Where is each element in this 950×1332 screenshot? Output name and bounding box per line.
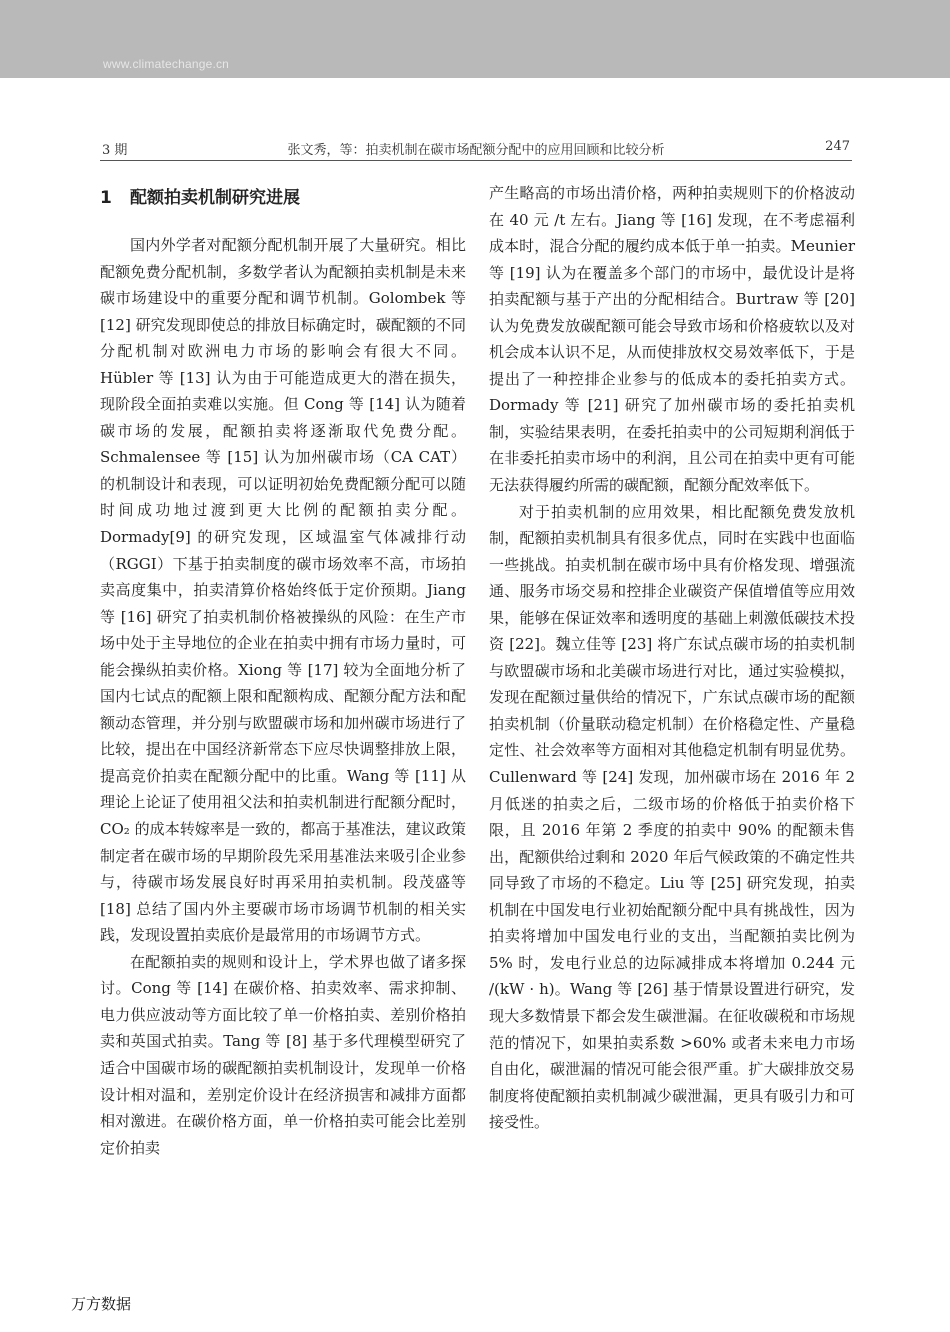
site-url: www.climatechange.cn xyxy=(103,57,230,71)
left-column xyxy=(100,180,466,1161)
running-header xyxy=(100,136,852,161)
right-column xyxy=(489,180,855,1136)
section-number: 1 xyxy=(100,188,112,208)
footer-brand: 万方数据 xyxy=(71,1295,132,1313)
section-heading xyxy=(100,180,466,216)
paragraph: 对于拍卖机制的应用效果，相比配额免费发放机制，配额拍卖机制具有很多优点，同时在实践中也面临一些挑战。拍卖机制在碳市场中具有价格发现、增强流通、服务市场交易和控排企业碳资产保值增值等应用效果，能够在保证效率和透明度的基础上刺激低碳技术投资 [22]。魏立佳等 [23] 将广东试点碳市场的拍卖机制与欧盟碳市场和北美碳市场进行对比，通过实验模拟，发现在配额过量供给的情况下，广东试点碳市场的配额拍卖机制（价量联动稳定机制）在价格稳定性、产量稳定性、社会效率等方面相对其他稳定机制有明显优势。Cullenward 等 [24] 发现，加州碳市场在 2016 年 2 月低迷的拍卖之后，二级市场的价格低于拍卖价格下限，且 2016 年第 2 季度的拍卖中 90% 的配额未售出，配额供给过剩和 2020 年后气候政策的不确定性共同导致了市场的不稳定。Liu 等 [25] 研究发现，拍卖机制在中国发电行业初始配额分配中具有挑战性，因为拍卖将增加中国发电行业的支出，当配额拍卖比例为 5% 时，发电行业总的边际减排成本将增加 0.244 元 /(kW · h)。Wang 等 [26] 基于情景设置进行研究，发现大多数情景下都会发生碳泄漏。在征收碳税和市场规范的情况下，如果拍卖系数 >60% 或者未来电力市场自由化，碳泄漏的情况可能会很严重。扩大碳排放交易制度将使配额拍卖机制减少碳泄漏，更具有吸引力和可接受性。 xyxy=(489,502,855,1132)
paragraph-continued: 产生略高的市场出清价格，两种拍卖规则下的价格波动在 40 元 /t 左右。Jiang 等 [16] 发现，在不考虑福利成本时，混合分配的履约成本低于单一拍卖。Meunier 等 [19] 认为在覆盖多个部门的市场中，最优设计是将拍卖配额与基于产出的分配相结合。Burtraw 等 [20] 认为免费发放碳配额可能会导致市场和价格疲软以及对机会成本认识不足，从而使排放权交易效率低下，于是提出了一种控排企业参与的低成本的委托拍卖方式。Dormady 等 [21] 研究了加州碳市场的委托拍卖机制，实验结果表明，在委托拍卖中的公司短期利润低于在非委托拍卖市场中的利润，且公司在拍卖中更有可能无法获得履约所需的碳配额，配额分配效率低下。 xyxy=(489,184,855,495)
section-title: 配额拍卖机制研究进展 xyxy=(130,188,300,208)
paragraph: 国内外学者对配额分配机制开展了大量研究。相比配额免费分配机制，多数学者认为配额拍卖机制是未来碳市场建设中的重要分配和调节机制。Golombek 等 [12] 研究发现即使总的排放目标确定时，碳配额的不同分配机制对欧洲电力市场的影响会有很大不同。Hübler 等 [13] 认为由于可能造成更大的潜在损失，现阶段全面拍卖难以实施。但 Cong 等 [14] 认为随着碳市场的发展，配额拍卖将逐渐取代免费分配。Schmalensee 等 [15] 认为加州碳市场（CA CAT）的机制设计和表现，可以证明初始免费配额分配可以随时间成功地过渡到更大比例的配额拍卖分配。Dormady[9] 的研究发现，区域温室气体减排行动（RGGI）下基于拍卖制度的碳市场效率不高，市场拍卖高度集中，拍卖清算价格始终低于定价预期。Jiang 等 [16] 研究了拍卖机制价格被操纵的风险：在生产市场中处于主导地位的企业在拍卖中拥有市场力量时，可能会操纵拍卖价格。Xiong 等 [17] 较为全面地分析了国内七试点的配额上限和配额构成、配额分配方法和配额动态管理，并分别与欧盟碳市场和加州碳市场进行了比较，提出在中国经济新常态下应尽快调整排放上限，提高竞价拍卖在配额分配中的比重。Wang 等 [11] 从理论上论证了使用祖父法和拍卖机制进行配额分配时，CO₂ 的成本转嫁率是一致的，都高于基准法，建议政策制定者在碳市场的早期阶段先采用基准法来吸引企业参与，待碳市场发展良好时再采用拍卖机制。段茂盛等 [18] 总结了国内外主要碳市场市场调节机制的相关实践，发现设置拍卖底价是最常用的市场调节方式。 xyxy=(100,236,466,945)
running-title: 张文秀，等：拍卖机制在碳市场配额分配中的应用回顾和比较分析 xyxy=(287,143,665,158)
issue-number: 3 期 xyxy=(102,143,128,158)
top-banner xyxy=(0,0,950,78)
paragraph: 在配额拍卖的规则和设计上，学术界也做了诸多探讨。Cong 等 [14] 在碳价格、拍卖效率、需求抑制、电力供应波动等方面比较了单一价格拍卖、差别价格拍卖和英国式拍卖。Tang 等 [8] 基于多代理模型研究了适合中国碳市场的碳配额拍卖机制设计，发现单一价格设计相对温和，差别定价设计在经济损害和减排方面都相对激进。在碳价格方面，单一价格拍卖可能会比差别定价拍卖 xyxy=(100,952,466,1157)
page-number: 247 xyxy=(825,139,850,154)
